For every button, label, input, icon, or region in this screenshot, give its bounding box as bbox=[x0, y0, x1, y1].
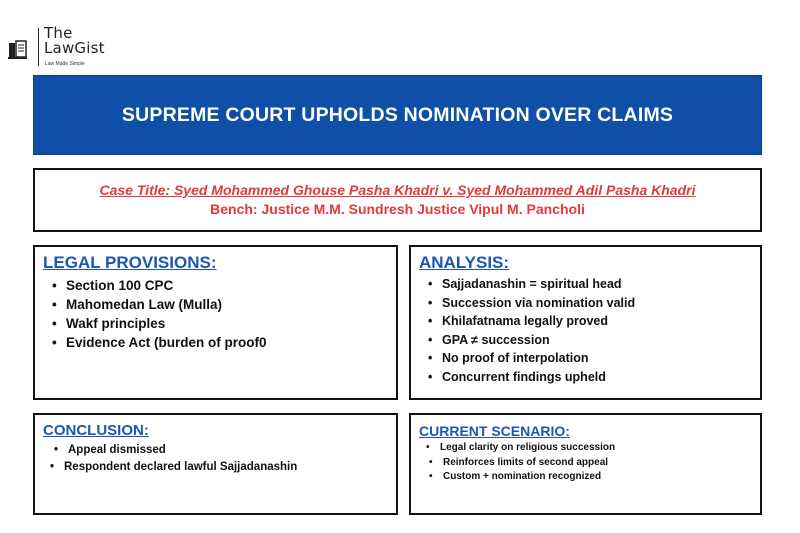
conclusion-panel bbox=[33, 413, 398, 515]
list-item: • Khilafatnama legally proved bbox=[442, 312, 752, 331]
lawgist-logo bbox=[8, 26, 128, 70]
current-scenario-list bbox=[419, 441, 752, 485]
legal-provisions-heading: LEGAL PROVISIONS: bbox=[43, 253, 217, 272]
case-title: Case Title: Syed Mohammed Ghouse Pasha Khadri v. Syed Mohammed Adil Pasha Khadri bbox=[99, 182, 696, 198]
list-item: • Concurrent findings upheld bbox=[442, 368, 752, 387]
logo-name-line1: The bbox=[44, 24, 73, 42]
list-item: • Evidence Act (burden of proof0 bbox=[66, 333, 388, 352]
list-item: • Legal clarity on religious succession bbox=[440, 441, 752, 456]
list-item: • No proof of interpolation bbox=[442, 349, 752, 368]
list-item: • Mahomedan Law (Mulla) bbox=[66, 295, 388, 314]
logo-name-line2: LawGist bbox=[44, 39, 105, 57]
analysis-heading: ANALYSIS: bbox=[419, 253, 510, 272]
case-info-box bbox=[33, 168, 762, 232]
list-item: • Wakf principles bbox=[66, 314, 388, 333]
list-item: • Section 100 CPC bbox=[66, 276, 388, 295]
current-scenario-heading: CURRENT SCENARIO: bbox=[419, 423, 570, 439]
legal-provisions-list bbox=[43, 276, 388, 352]
current-scenario-panel bbox=[409, 413, 762, 515]
gavel-book-icon bbox=[8, 38, 28, 60]
list-item: • Reinforces limits of second appeal bbox=[443, 456, 752, 471]
conclusion-list bbox=[43, 442, 388, 475]
list-item: • GPA ≠ succession bbox=[442, 331, 752, 350]
logo-tagline: Law Made Simple bbox=[45, 61, 85, 67]
list-item: • Appeal dismissed bbox=[68, 442, 388, 459]
logo-wordmark bbox=[44, 26, 105, 56]
legal-provisions-panel bbox=[33, 245, 398, 400]
title-banner bbox=[33, 75, 762, 155]
page-title: SUPREME COURT UPHOLDS NOMINATION OVER CLAIMS bbox=[121, 103, 674, 126]
list-item: • Respondent declared lawful Sajjadanashin bbox=[64, 459, 388, 476]
list-item: • Sajjadanashin = spiritual head bbox=[442, 275, 752, 294]
list-item: • Custom + nomination recognized bbox=[443, 470, 752, 485]
conclusion-heading: CONCLUSION: bbox=[43, 422, 149, 439]
list-item: • Succession via nomination valid bbox=[442, 294, 752, 313]
bench-info: Bench: Justice M.M. Sundresh Justice Vipul M. Pancholi bbox=[210, 201, 585, 217]
analysis-panel bbox=[409, 245, 762, 400]
logo-divider bbox=[38, 28, 39, 66]
analysis-list bbox=[419, 275, 752, 386]
